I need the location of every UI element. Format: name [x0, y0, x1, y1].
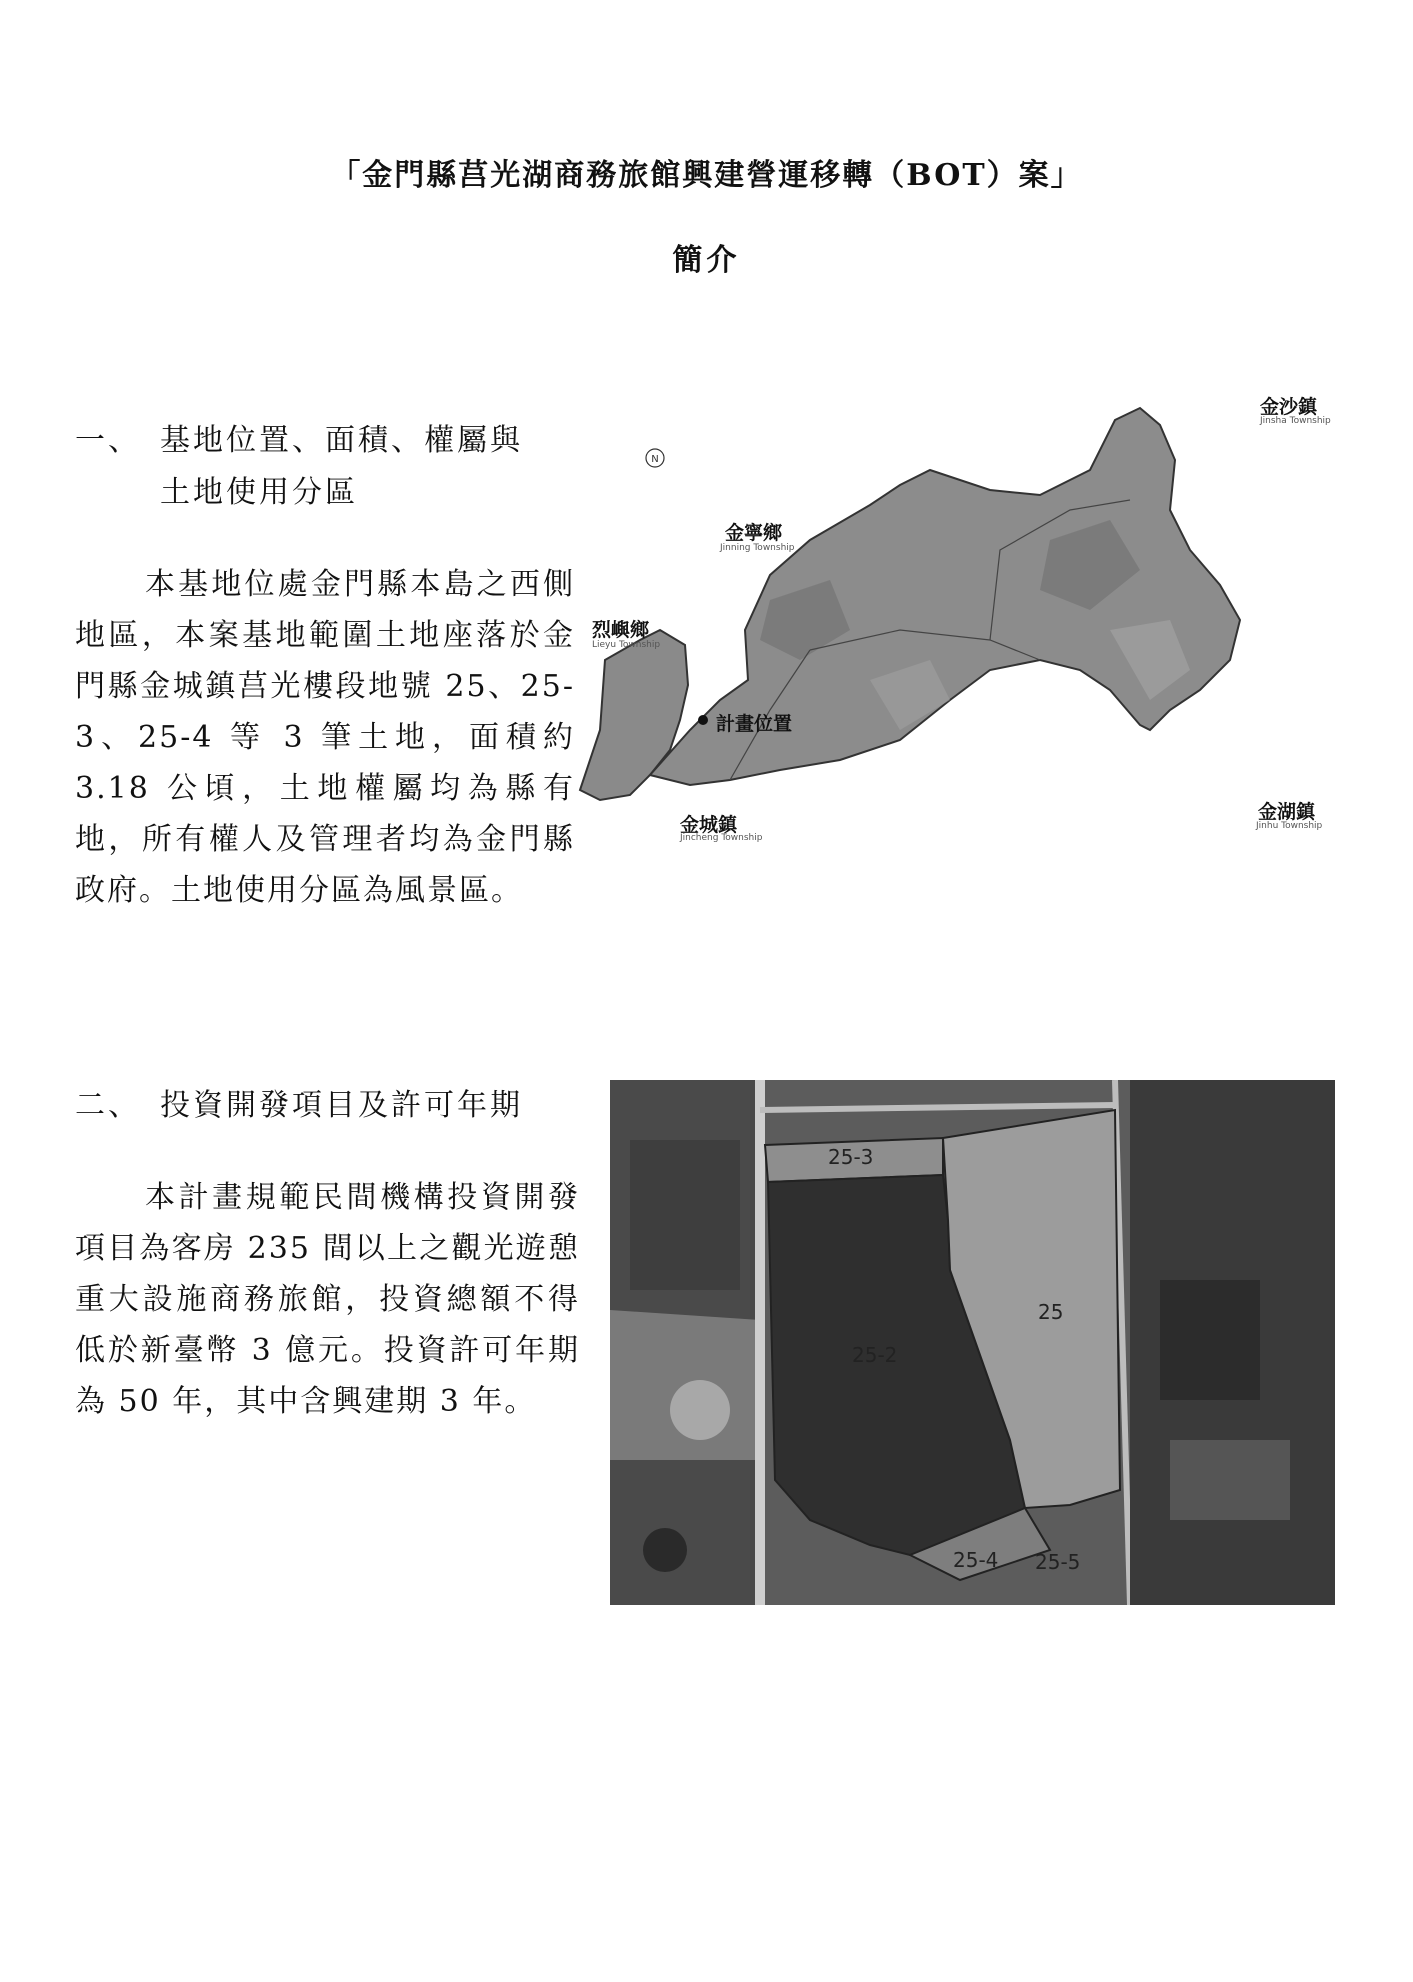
label-jincheng: 金城鎮: [680, 814, 738, 836]
section1-body: 本基地位處金門縣本島之西側地區，本案基地範圍土地座落於金門縣金城鎮莒光樓段地號 25、25-3、25-4 等 3 筆土地，面積約 3.18 公頃，土地權屬均為縣有地，所有權人及管理者均為金門縣政府。土地使用分區為風景區。: [75, 567, 575, 908]
section2-number: 二、: [75, 1088, 141, 1123]
label-jinsha: 金沙鎮: [1260, 396, 1318, 418]
section-investment: [75, 1080, 580, 1427]
map-graphic: [570, 400, 1360, 860]
site-aerial-photo: [610, 1080, 1335, 1605]
section1-heading: [75, 415, 575, 519]
label-jinning-en: Jinning Township: [720, 543, 795, 553]
section1-heading-line2: 土地使用分區: [160, 475, 358, 510]
parcel-label-25: 25: [1038, 1300, 1064, 1324]
section2-heading-text: 投資開發項目及許可年期: [160, 1088, 523, 1123]
section1-number: 一、: [75, 423, 141, 458]
label-lieyu: 烈嶼鄉: [592, 619, 650, 641]
aerial-graphic: [610, 1080, 1335, 1605]
parcel-label-25-4: 25-4: [953, 1548, 999, 1572]
section1-heading-line1: 基地位置、面積、權屬與: [160, 423, 523, 458]
section2-heading: [75, 1080, 575, 1132]
document-title: 「金門縣莒光湖商務旅館興建營運移轉（BOT）案」: [330, 158, 1083, 193]
parcel-label-25-2: 25-2: [852, 1343, 898, 1367]
parcel-label-25-5: 25-5: [1035, 1550, 1081, 1574]
label-jinning: 金寧鄉: [725, 522, 783, 544]
label-jinhu: 金湖鎮: [1258, 801, 1316, 823]
site-marker-icon: [698, 715, 708, 725]
label-site: 計畫位置: [716, 713, 793, 735]
compass-label: N: [651, 454, 659, 465]
label-jinsha-en: Jinsha Township: [1260, 416, 1331, 426]
document-subtitle: 簡介: [672, 243, 741, 278]
parcel-label-25-3: 25-3: [828, 1145, 874, 1169]
label-lieyu-en: Lieyu Township: [592, 640, 661, 650]
section2-body: 本計畫規範民間機構投資開發項目為客房 235 間以上之觀光遊憩重大設施商務旅館，投資總額不得低於新臺幣 3 億元。投資許可年期為 50 年，其中含興建期 3 年。: [75, 1180, 580, 1419]
label-jinhu-en: Jinhu Township: [1256, 821, 1323, 831]
section-site-location: [75, 415, 575, 916]
kinmen-location-map: [570, 396, 1360, 860]
label-jincheng-en: Jincheng Township: [680, 833, 763, 843]
